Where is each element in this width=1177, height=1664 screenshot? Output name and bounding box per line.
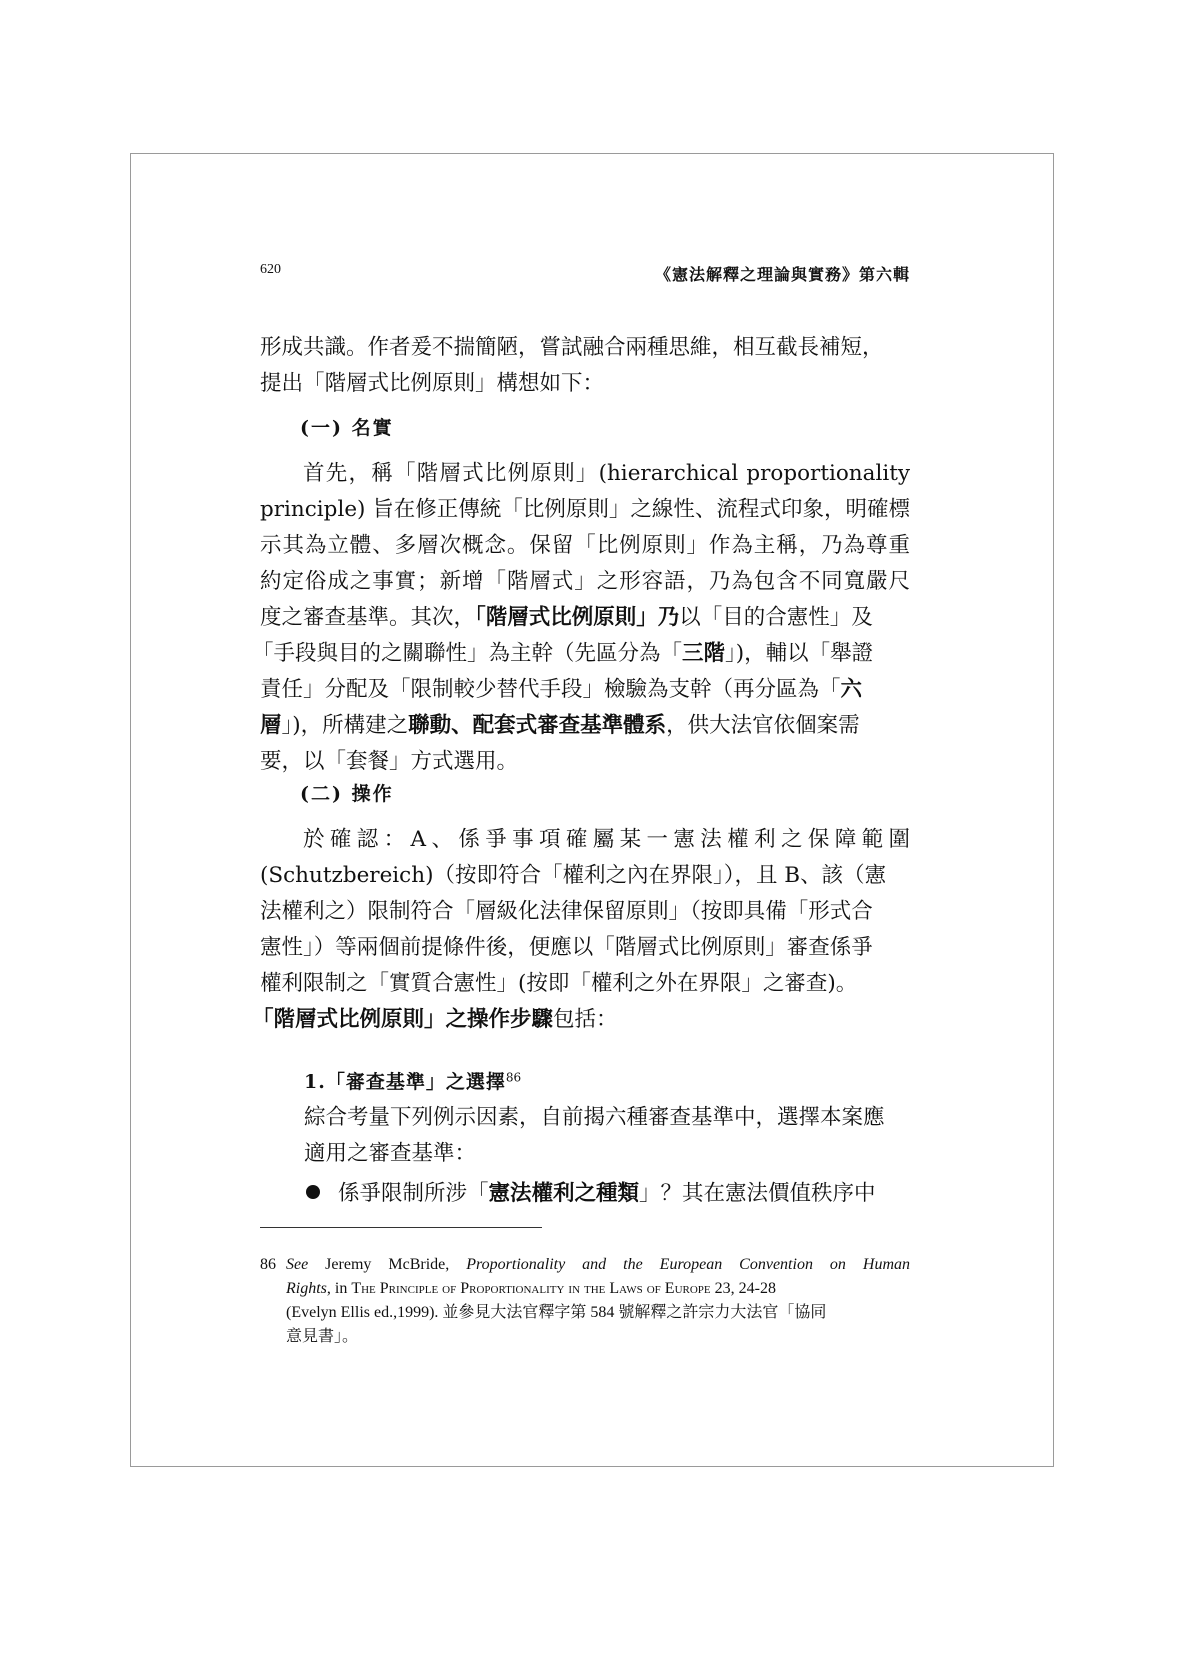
- text-line: 提出「階層式比例原則」構想如下：: [260, 371, 605, 396]
- intro-paragraph: [260, 330, 910, 402]
- footnote-body: [286, 1253, 910, 1349]
- footnote-reference: 86: [505, 1070, 522, 1085]
- emphasis: 「階層式比例原則」乃: [475, 605, 680, 630]
- step-1-paragraph: [304, 1100, 910, 1172]
- footnote-divider: [260, 1227, 542, 1228]
- text-line: 形成共識。作者爰不揣簡陋，嘗試融合兩種思維，相互截長補短，: [260, 335, 884, 360]
- book-title: 《憲法解釋之理論與實務》第六輯: [654, 265, 910, 284]
- running-header: [260, 262, 910, 286]
- text-line: 首先，稱「階層式比例原則」(hierarchical proportionality: [303, 461, 910, 486]
- text-line: (Schutzbereich)（按即符合「權利之內在界限」），且 B、該（憲: [260, 863, 887, 888]
- text-line: 憲性」）等兩個前提條件後，便應以「階層式比例原則」審查係爭: [260, 935, 873, 960]
- emphasis: 「階層式比例原則」之操作步驟: [252, 1007, 554, 1032]
- section-1-paragraph: [252, 456, 910, 780]
- bullet-icon: [306, 1185, 320, 1199]
- section-heading-2: (二) 操作: [300, 783, 394, 805]
- footnote-line: 意見書」。: [286, 1328, 359, 1345]
- emphasis: 六: [840, 677, 863, 702]
- emphasis: 三階: [682, 641, 726, 666]
- text-line: 法權利之）限制符合「層級化法律保留原則」（按即具備「形式合: [260, 899, 873, 924]
- footnote-number: 86: [260, 1256, 276, 1273]
- text-line: 度之審查基準。其次，「階層式比例原則」乃以「目的合憲性」及: [260, 605, 873, 630]
- text-line: 示其為立體、多層次概念。保留「比例原則」作為主稱，乃為尊重: [260, 533, 910, 558]
- text-line: principle) 旨在修正傳統「比例原則」之線性、流程式印象，明確標: [260, 497, 910, 522]
- text-line: 「手段與目的之關聯性」為主幹（先區分為「三階」)，輔以「舉證: [252, 641, 874, 666]
- text-line: 綜合考量下列例示因素，自前揭六種審查基準中，選擇本案應: [304, 1105, 885, 1130]
- page-number: 620: [260, 262, 281, 277]
- text-line: 於確認：A、係爭事項確屬某一憲法權利之保障範圍: [303, 827, 910, 852]
- text-line: 權利限制之「實質合憲性」(按即「權利之外在界限」之審查)。: [260, 971, 858, 996]
- emphasis: 憲法權利之種類: [488, 1181, 640, 1206]
- section-2-paragraph: [252, 822, 910, 1038]
- emphasis: 聯動、配套式審查基準體系: [408, 713, 667, 738]
- emphasis: 層: [260, 713, 282, 738]
- text-line: 層」)，所構建之聯動、配套式審查基準體系，供大法官依個案需: [260, 713, 860, 738]
- footnote-line: Rights, in The Principle of Proportionality in the Laws of Europe 23, 24-28: [286, 1280, 776, 1297]
- text-line: 「階層式比例原則」之操作步驟包括：: [252, 1007, 618, 1032]
- step-heading: 1.「審查基準」之選擇$^{86}$: [304, 1070, 522, 1093]
- footnote-line: See Jeremy McBride, Proportionality and the European Convention on Human: [286, 1256, 910, 1273]
- text-line: 責任」分配及「限制較少替代手段」檢驗為支幹（再分區為「六: [260, 677, 863, 702]
- footnote: [260, 1253, 910, 1349]
- bullet-item: 係爭限制所涉「憲法權利之種類」？其在憲法價值秩序中: [306, 1176, 910, 1212]
- text-line: 要，以「套餐」方式選用。: [260, 749, 519, 774]
- text-line: 適用之審查基準：: [304, 1141, 477, 1166]
- text-line: 約定俗成之事實；新增「階層式」之形容語，乃為包含不同寬嚴尺: [260, 569, 910, 594]
- section-heading-1: (一) 名實: [300, 417, 394, 439]
- footnote-line: (Evelyn Ellis ed.,1999). 並參見大法官釋字第 584 號解釋之許宗力大法官「協同: [286, 1304, 827, 1321]
